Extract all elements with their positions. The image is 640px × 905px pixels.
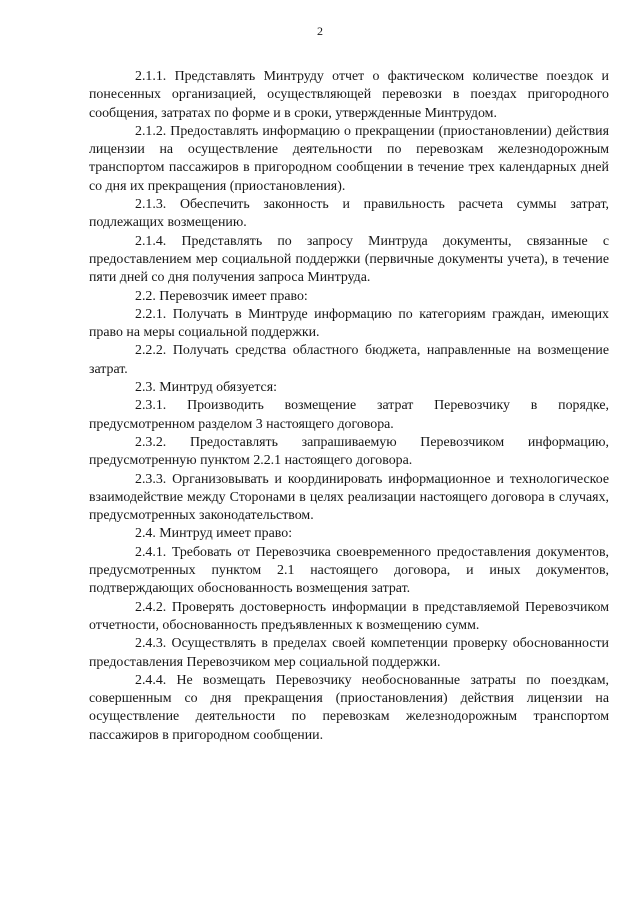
clause-2-4-1: 2.4.1. Требовать от Перевозчика своевременного предоставления документов, предусмотренных пунктом 2.1 настоящего договора, и иных документов, подтверждающих обоснованность возмещения затрат. <box>89 544 609 597</box>
clause-2-4-3: 2.4.3. Осуществлять в пределах своей компетенции проверку обоснованности предоставления Перевозчиком мер социальной поддержки. <box>89 636 609 670</box>
section-2-2-heading: 2.2. Перевозчик имеет право: <box>135 288 308 304</box>
clause-2-1-3: 2.1.3. Обеспечить законность и правильность расчета суммы затрат, подлежащих возмещению. <box>89 197 609 231</box>
document-body <box>89 68 609 745</box>
clause-2-3-3: 2.3.3. Организовывать и координировать информационное и технологическое взаимодействие между Сторонами в целях реализации настоящего договора в случаях, предусмотренных законодательством. <box>89 471 609 524</box>
clause-2-2-1: 2.2.1. Получать в Минтруде информацию по категориям граждан, имеющих право на меры социальной поддержки. <box>89 306 609 341</box>
section-2-4-heading: 2.4. Минтруд имеет право: <box>135 526 293 542</box>
clause-2-1-4: 2.1.4. Представлять по запросу Минтруда документы, связанные с предоставлением мер социальной поддержки (первичные документы учета), в течение пяти дней со дня получения запроса Минтруда. <box>89 233 609 286</box>
clause-2-3-1: 2.3.1. Производить возмещение затрат Перевозчику в порядке, предусмотренном разделом 3 настоящего договора. <box>89 398 609 432</box>
clause-2-3-2: 2.3.2. Предоставлять запрашиваемую Перевозчиком информацию, предусмотренную пунктом 2.2.1 настоящего договора. <box>89 434 609 469</box>
clause-2-1-1: 2.1.1. Представлять Минтруду отчет о фактическом количестве поездок и понесенных организацией, осуществляющей перевозки в поездах пригородного сообщения, затратах по форме и в сроки, утвержденные Минтрудом. <box>89 69 609 121</box>
clause-2-2-2: 2.2.2. Получать средства областного бюджета, направленные на возмещение затрат. <box>89 343 609 377</box>
clause-2-4-4: 2.4.4. Не возмещать Перевозчику необоснованные затраты по поездкам, совершенным со дня прекращения (приостановления) действия лицензии на осуществление деятельности по перевозкам железнодорожным транспортом пассажиров в пригородном сообщении. <box>89 672 609 743</box>
section-2-3-heading: 2.3. Минтруд обязуется: <box>135 380 277 396</box>
clause-2-4-2: 2.4.2. Проверять достоверность информации в представляемой Перевозчиком отчетности, обоснованность предъявленных к возмещению сумм. <box>89 599 609 633</box>
page-number: 2 <box>317 24 323 38</box>
clause-2-1-2: 2.1.2. Предоставлять информацию о прекращении (приостановлении) действия лицензии на осуществление деятельности по перевозкам железнодорожным транспортом пассажиров в пригородном сообщении в течение трех календарных дней со дня их прекращения (приостановления). <box>89 123 609 194</box>
